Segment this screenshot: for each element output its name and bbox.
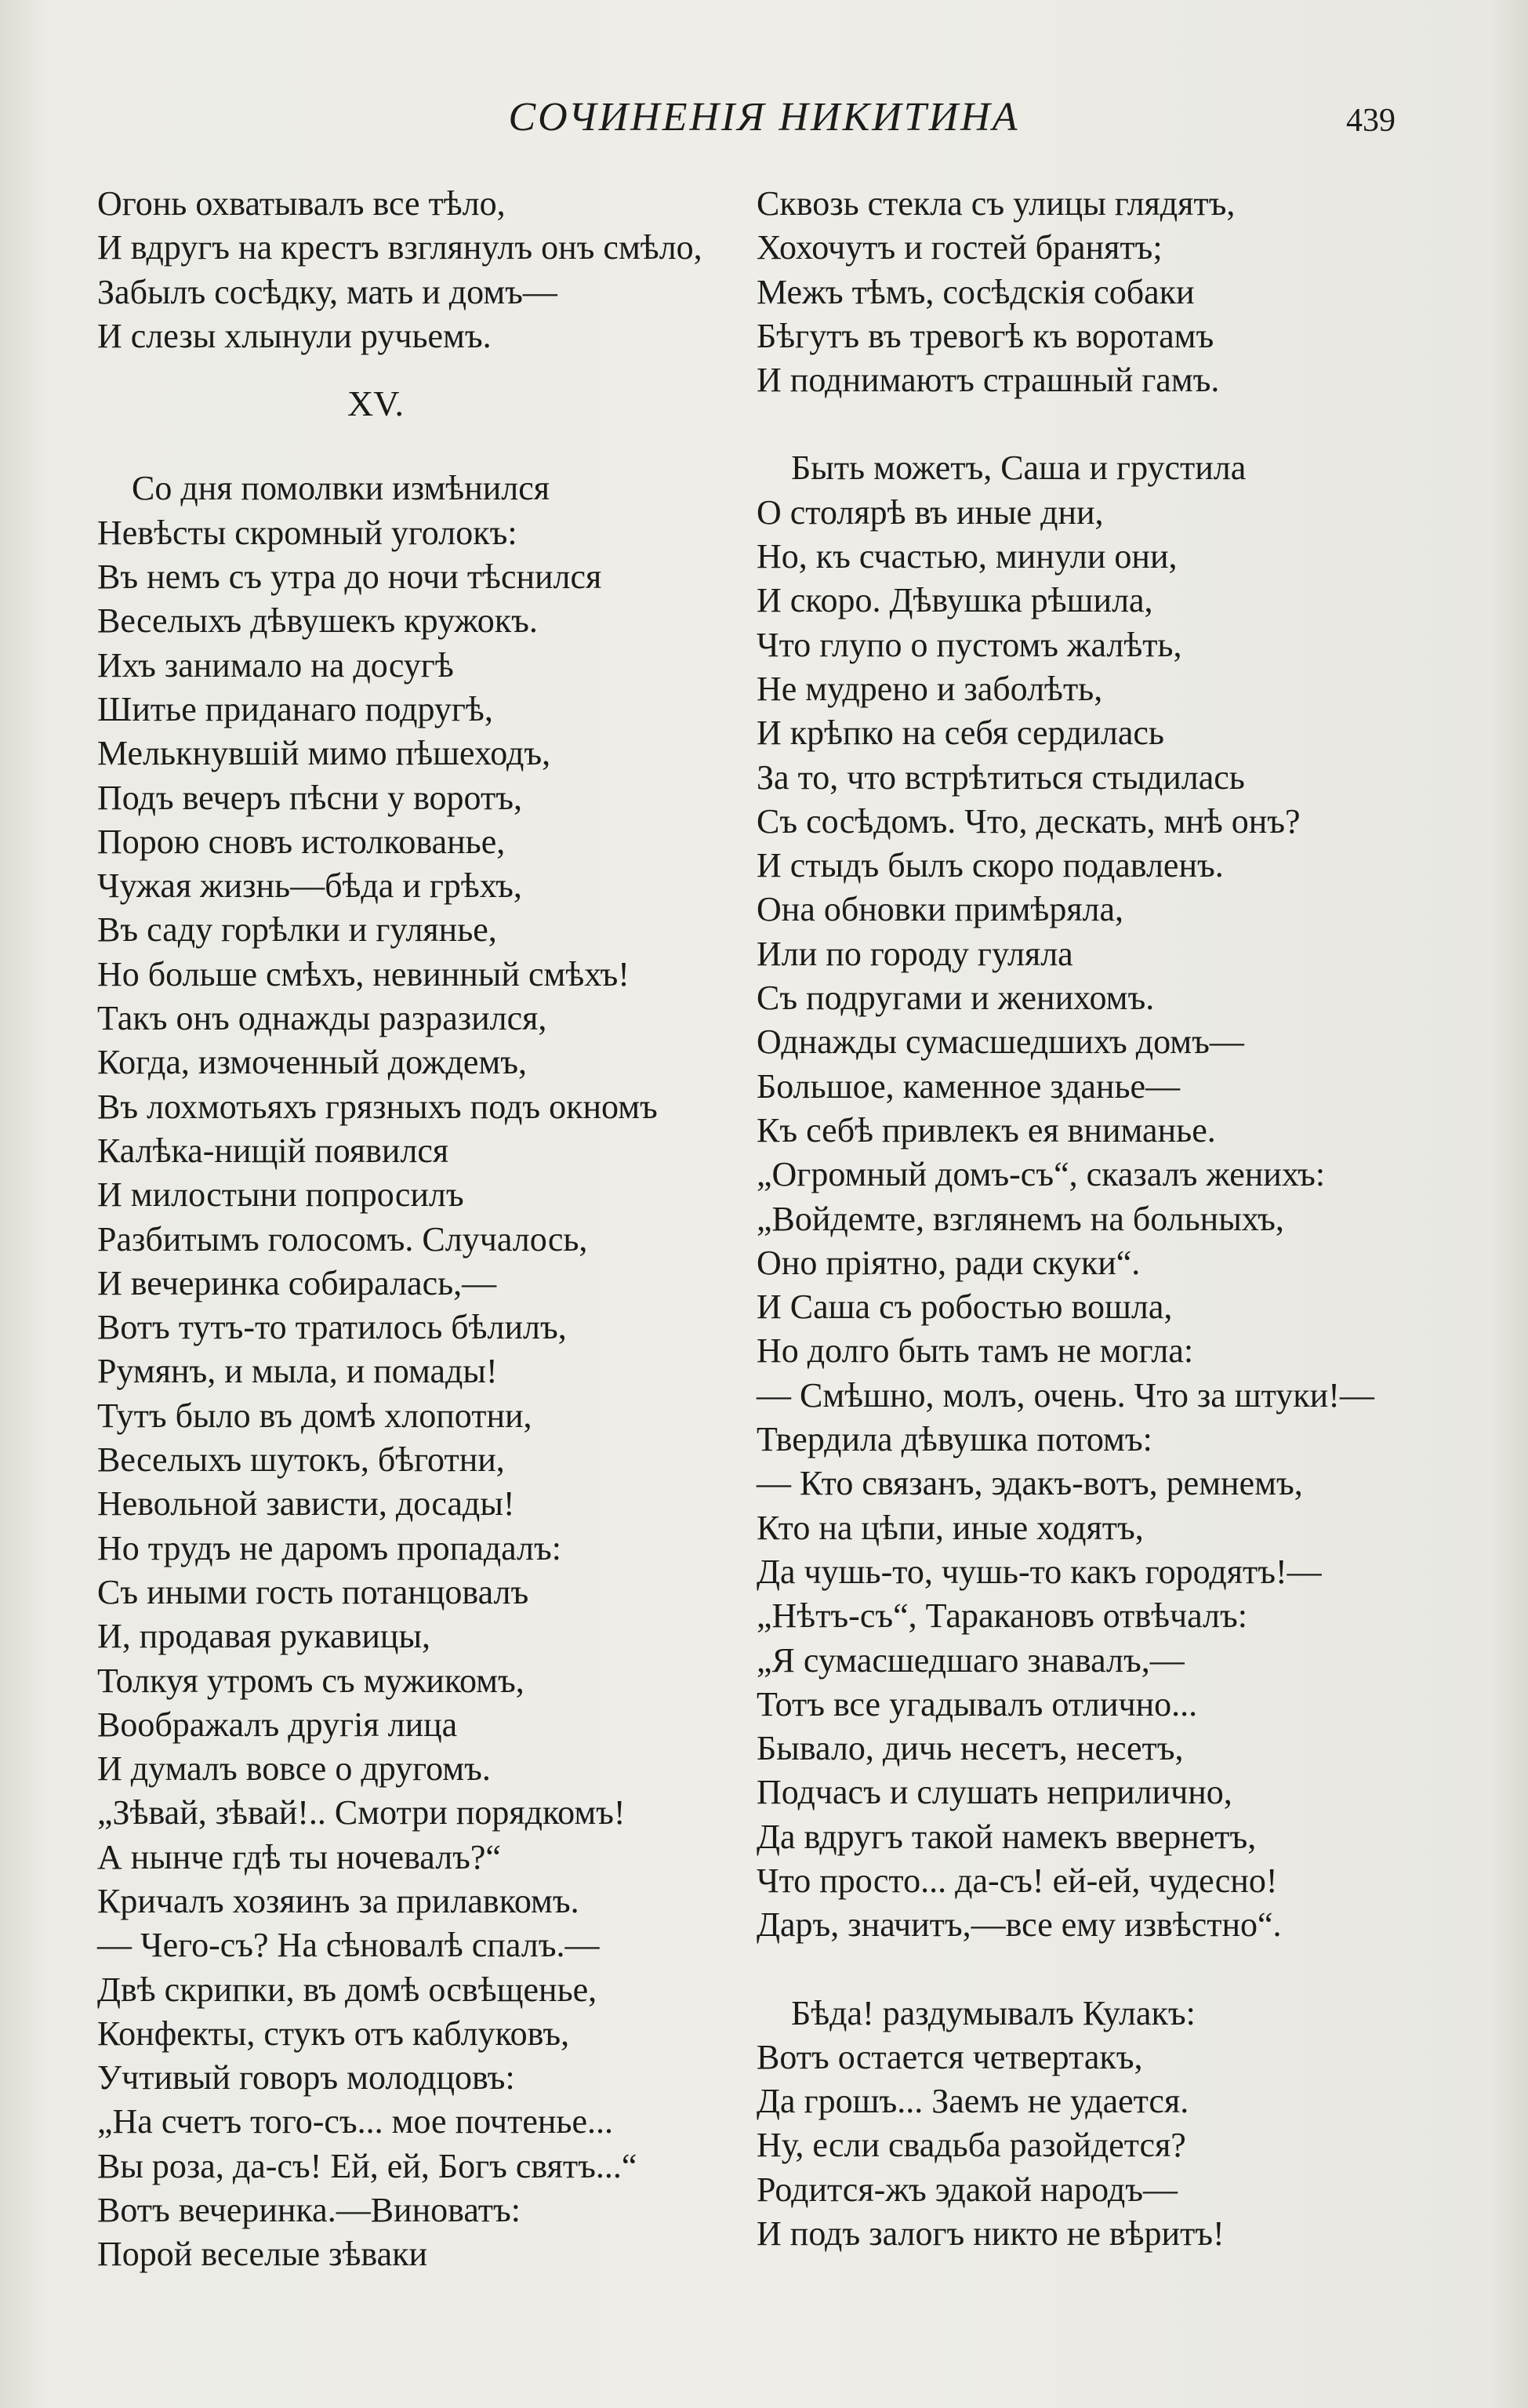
verse-line: Кричалъ хозяинъ за прилавкомъ.: [97, 1881, 579, 1920]
verse-line: И стыдъ былъ скоро подавленъ.: [757, 846, 1224, 885]
left-column: [97, 182, 779, 2277]
verse-line: „Войдемте, взглянемъ на больныхъ,: [757, 1199, 1284, 1238]
verse-line: Подчасъ и слушать неприлично,: [757, 1773, 1232, 1812]
verse-line: Бѣгутъ въ тревогѣ къ воротамъ: [757, 316, 1214, 355]
verse-line: И вечеринка собиралась,—: [97, 1263, 497, 1302]
verse-line: „На счетъ того-съ... мое почтенье...: [97, 2102, 614, 2141]
verse-line: Да чушь-то, чушь-то какъ городятъ!—: [757, 1552, 1322, 1591]
verse-line: Тотъ все угадывалъ отлично...: [757, 1684, 1198, 1723]
verse-line: И крѣпко на себя сердилась: [757, 714, 1164, 753]
verse-line: О столярѣ въ иные дни,: [757, 492, 1104, 532]
verse-line: Ихъ занимало на досугѣ: [97, 645, 454, 685]
verse-line: Большое, каменное зданье—: [757, 1066, 1181, 1106]
verse-line: — Кто связанъ, эдакъ-вотъ, ремнемъ,: [757, 1464, 1303, 1503]
verse-line: Воображалъ другія лица: [97, 1705, 458, 1744]
verse-line: Шитье приданаго подругѣ,: [97, 689, 493, 728]
verse-line: Румянъ, и мыла, и помады!: [97, 1352, 498, 1391]
verse-line: Калѣка-нищій появился: [97, 1131, 449, 1170]
verse-line: Или по городу гуляла: [757, 934, 1073, 973]
verse-line: Что глупо о пустомъ жалѣть,: [757, 625, 1182, 664]
verse-line: И слезы хлынули ручьемъ.: [97, 316, 492, 355]
verse-line: Бывало, дичь несетъ, несетъ,: [757, 1729, 1184, 1768]
verse-line: Въ лохмотьяхъ грязныхъ подъ окномъ: [97, 1087, 658, 1126]
verse-line: Ну, если свадьба разойдется?: [757, 2126, 1186, 2165]
verse-line: Съ сосѣдомъ. Что, дескать, мнѣ онъ?: [757, 801, 1301, 841]
verse-line: И подъ залогъ никто не вѣритъ!: [757, 2214, 1225, 2254]
verse-line: „Я сумасшедшаго знавалъ,—: [757, 1640, 1185, 1680]
section-heading: XV.: [347, 383, 404, 424]
verse-line: — Чего-съ? На сѣновалѣ спалъ.—: [97, 1926, 600, 1965]
verse-line: Но трудъ не даромъ пропадалъ:: [97, 1528, 561, 1567]
verse-line: Сквозь стекла съ улицы глядятъ,: [757, 184, 1236, 223]
verse-line: Забылъ сосѣдку, мать и домъ—: [97, 272, 557, 311]
verse-line: Двѣ скрипки, въ домѣ освѣщенье,: [97, 1970, 597, 2009]
verse-line: Но долго быть тамъ не могла:: [757, 1331, 1194, 1371]
verse-line: Толкуя утромъ съ мужикомъ,: [97, 1661, 524, 1700]
verse-line: Въ саду горѣлки и гулянье,: [97, 910, 497, 950]
verse-line: Да грошъ... Заемъ не удается.: [757, 2082, 1189, 2121]
right-column: [757, 182, 1439, 2256]
verse-line: „Зѣвай, зѣвай!.. Смотри порядкомъ!: [97, 1793, 626, 1832]
verse-line: Подъ вечеръ пѣсни у воротъ,: [97, 778, 522, 817]
stanza-2: [757, 446, 1439, 1947]
verse-line: Однажды сумасшедшихъ домъ—: [757, 1022, 1244, 1062]
verse-line: И Саша съ робостью вошла,: [757, 1288, 1173, 1327]
verse-line: Невольной зависти, досады!: [97, 1484, 515, 1524]
verse-line: Чужая жизнь—бѣда и грѣхъ,: [97, 866, 522, 906]
verse-line: Вотъ остается четвертакъ,: [757, 2037, 1143, 2076]
verse-line: Веселыхъ дѣвушекъ кружокъ.: [97, 601, 538, 641]
verse-line: Твердила дѣвушка потомъ:: [757, 1420, 1152, 1459]
verse-line: Тутъ было въ домѣ хлопотни,: [97, 1396, 532, 1435]
verse-line: Оно пріятно, ради скуки“.: [757, 1243, 1141, 1282]
verse-line: Когда, измоченный дождемъ,: [97, 1043, 528, 1082]
verse-line: Къ себѣ привлекъ ея вниманье.: [757, 1110, 1216, 1150]
verse-line: И поднимаютъ страшный гамъ.: [757, 361, 1220, 400]
verse-line: Но больше смѣхъ, невинный смѣхъ!: [97, 954, 630, 993]
verse-line: Но, къ счастью, минули они,: [757, 537, 1178, 576]
verse-line: Порой веселые зѣваки: [97, 2235, 428, 2274]
verse-line: Въ немъ съ утра до ночи тѣснился: [97, 558, 602, 597]
verse-line: Мелькнувшій мимо пѣшеходъ,: [97, 734, 551, 773]
verse-line: За то, что встрѣтиться стыдилась: [757, 757, 1245, 797]
verse-line: — Смѣшно, молъ, очень. Что за штуки!—: [757, 1375, 1374, 1415]
stanza-3: [757, 1992, 1439, 2257]
verse-line: Съ подругами и женихомъ.: [757, 979, 1155, 1018]
verse-line: Хохочутъ и гостей бранятъ;: [757, 228, 1163, 267]
section-stanza: [97, 467, 779, 2276]
verse-line: Она обновки примѣряла,: [757, 890, 1124, 929]
stanza-1: [757, 182, 1439, 402]
running-title: СОЧИНЕНІЯ НИКИТИНА: [508, 95, 1020, 140]
verse-line: Не мудрено и заболѣть,: [757, 669, 1103, 708]
verse-line: Со дня помолвки измѣнился: [132, 469, 550, 508]
verse-line: Да вдругъ такой намекъ ввернетъ,: [757, 1817, 1257, 1856]
verse-line: Кто на цѣпи, иные ходятъ,: [757, 1508, 1144, 1547]
verse-line: Бѣда! раздумывалъ Кулакъ:: [791, 1993, 1196, 2032]
verse-line: И скоро. Дѣвушка рѣшила,: [757, 581, 1153, 620]
verse-line: Съ иными гость потанцовалъ: [97, 1572, 529, 1611]
verse-line: И милостыни попросилъ: [97, 1175, 464, 1215]
verse-line: „Огромный домъ-съ“, сказалъ женихъ:: [757, 1155, 1326, 1194]
verse-line: Даръ, значитъ,—все ему извѣстно“.: [757, 1905, 1282, 1945]
verse-line: Разбитымъ голосомъ. Случалось,: [97, 1219, 588, 1258]
verse-line: Учтивый говоръ молодцовъ:: [97, 2058, 515, 2097]
verse-line: Что просто... да-съ! ей-ей, чудесно!: [757, 1861, 1278, 1900]
verse-line: Вотъ тутъ-то тратилось бѣлилъ,: [97, 1308, 567, 1347]
verse-line: Невѣсты скромный уголокъ:: [97, 513, 517, 552]
opening-stanza: [97, 182, 779, 358]
verse-line: Огонь охватывалъ все тѣло,: [97, 184, 506, 223]
verse-line: Межъ тѣмъ, сосѣдскія собаки: [757, 272, 1195, 311]
verse-line: Порою сновъ истолкованье,: [97, 822, 506, 861]
verse-line: Такъ онъ однажды разразился,: [97, 999, 547, 1038]
page-number: 439: [1346, 103, 1396, 139]
verse-line: Конфекты, стукъ отъ каблуковъ,: [97, 2014, 570, 2053]
verse-line: Вотъ вечеринка.—Виноватъ:: [97, 2191, 521, 2230]
verse-line: А нынче гдѣ ты ночевалъ?“: [97, 1837, 501, 1876]
verse-line: Веселыхъ шутокъ, бѣготни,: [97, 1440, 505, 1480]
verse-line: „Нѣтъ-съ“, Таракановъ отвѣчалъ:: [757, 1596, 1247, 1636]
verse-line: И вдругъ на крестъ взглянулъ онъ смѣло,: [97, 228, 702, 267]
verse-line: И думалъ вовсе о другомъ.: [97, 1749, 491, 1789]
verse-line: Родится-жъ эдакой народъ—: [757, 2170, 1178, 2209]
verse-line: И, продавая рукавицы,: [97, 1617, 431, 1656]
verse-line: Вы роза, да-съ! Ей, ей, Богъ святъ...“: [97, 2146, 637, 2185]
verse-line: Быть можетъ, Саша и грустила: [791, 449, 1247, 488]
